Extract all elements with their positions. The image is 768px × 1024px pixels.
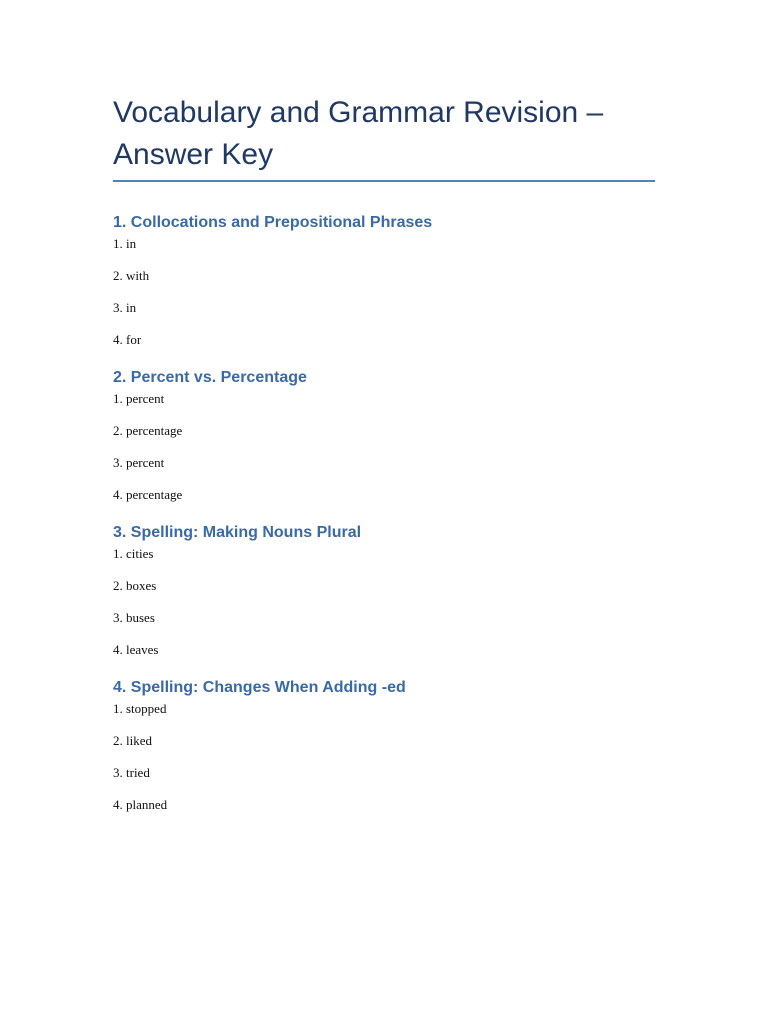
title-underline [113,180,655,182]
answer-item: 4. for [113,332,142,347]
section-adding-ed [113,678,655,813]
answer-item: 2. percentage [113,423,183,438]
section-collocations [113,213,655,348]
answer-item: 1. percent [113,391,165,406]
section-heading: 3. Spelling: Making Nouns Plural [113,524,362,541]
answer-list [113,391,655,503]
answer-item: 4. planned [113,797,168,812]
answer-item: 2. boxes [113,578,157,593]
answer-item: 1. cities [113,546,154,561]
section-heading: 4. Spelling: Changes When Adding -ed [113,679,406,696]
answer-item: 2. with [113,268,150,283]
answer-list [113,546,655,658]
section-heading: 2. Percent vs. Percentage [113,369,307,386]
answer-item: 4. leaves [113,642,159,657]
answer-item: 2. liked [113,733,152,748]
answer-list [113,236,655,348]
answer-item: 1. in [113,236,137,251]
document-title: Vocabulary and Grammar Revision – Answer Key [113,96,604,171]
answer-list [113,701,655,813]
answer-item: 3. tried [113,765,150,780]
answer-item: 4. percentage [113,487,183,502]
section-heading: 1. Collocations and Prepositional Phrases [113,214,433,231]
document-page [113,92,655,829]
answer-item: 3. in [113,300,137,315]
answer-item: 3. percent [113,455,165,470]
answer-item: 1. stopped [113,701,167,716]
section-percent [113,368,655,503]
section-plural-nouns [113,523,655,658]
answer-item: 3. buses [113,610,155,625]
